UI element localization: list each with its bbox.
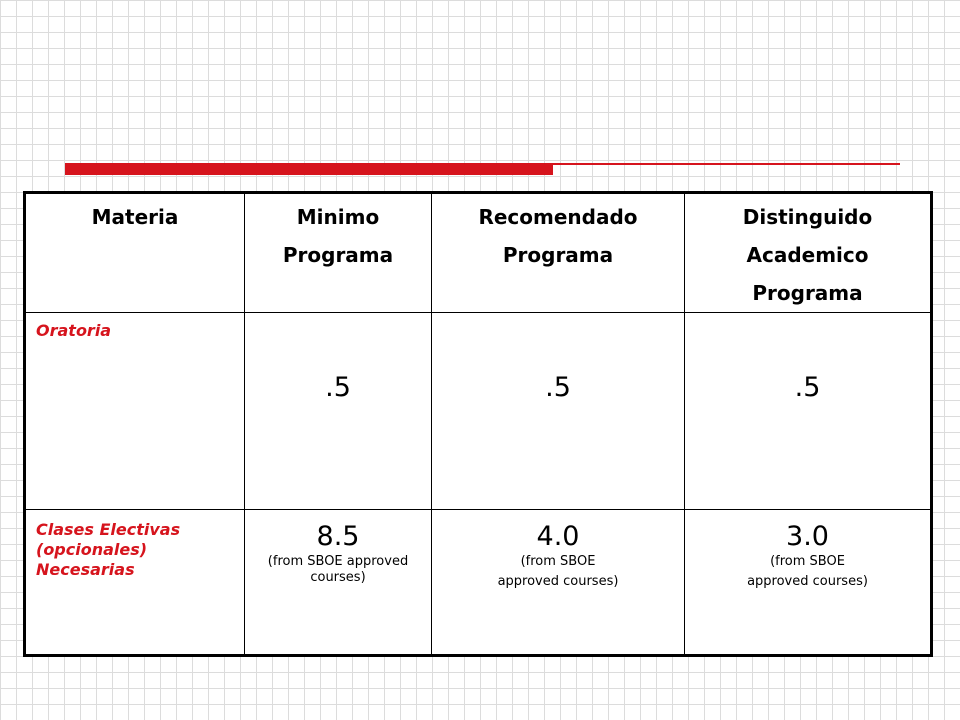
table-row [25,510,932,656]
note-line: (from SBOE [520,554,596,569]
header-text: Programa [502,243,614,267]
credit-value: 8.5 [316,521,360,552]
subject-label: (opcionales) [36,540,148,559]
note-line: (from SBOE [770,554,845,569]
subject-cell-electivas [25,510,245,656]
note-line: (from SBOE approved [267,554,409,569]
header-text: Academico [746,243,869,267]
note-line: courses) [310,570,366,585]
note-line: approved courses) [497,574,619,589]
header-cell-distinguido [685,193,932,313]
accent-line-top [553,163,900,165]
accent-bar-thick [65,163,553,175]
header-text: Programa [752,281,863,305]
header-text: Minimo [296,205,380,229]
course-note [685,552,930,592]
header-text: Materia [91,205,179,229]
value-cell [685,313,932,510]
header-cell-materia [25,193,245,313]
credit-value: .5 [545,372,571,403]
value-cell [432,510,685,656]
value-cell [245,510,432,656]
graduation-credits-table [23,191,933,657]
value-cell [245,313,432,510]
subject-label: Necesarias [36,560,135,579]
header-cell-minimo [245,193,432,313]
credit-value: 4.0 [536,521,580,552]
header-row [25,193,932,313]
course-note [432,552,684,592]
table-row [25,313,932,510]
course-note [245,554,431,586]
subject-label: Oratoria [36,321,112,340]
credit-value: .5 [325,372,351,403]
credit-value: 3.0 [786,521,829,552]
value-cell [432,313,685,510]
value-cell [685,510,932,656]
header-text: Recomendado [478,205,638,229]
header-text: Distinguido [742,205,873,229]
subject-cell-oratoria [25,313,245,510]
credit-value: .5 [794,372,821,403]
header-cell-recomendado [432,193,685,313]
subject-label: Clases Electivas [36,520,181,539]
header-text: Programa [282,243,394,267]
note-line: approved courses) [747,574,868,589]
